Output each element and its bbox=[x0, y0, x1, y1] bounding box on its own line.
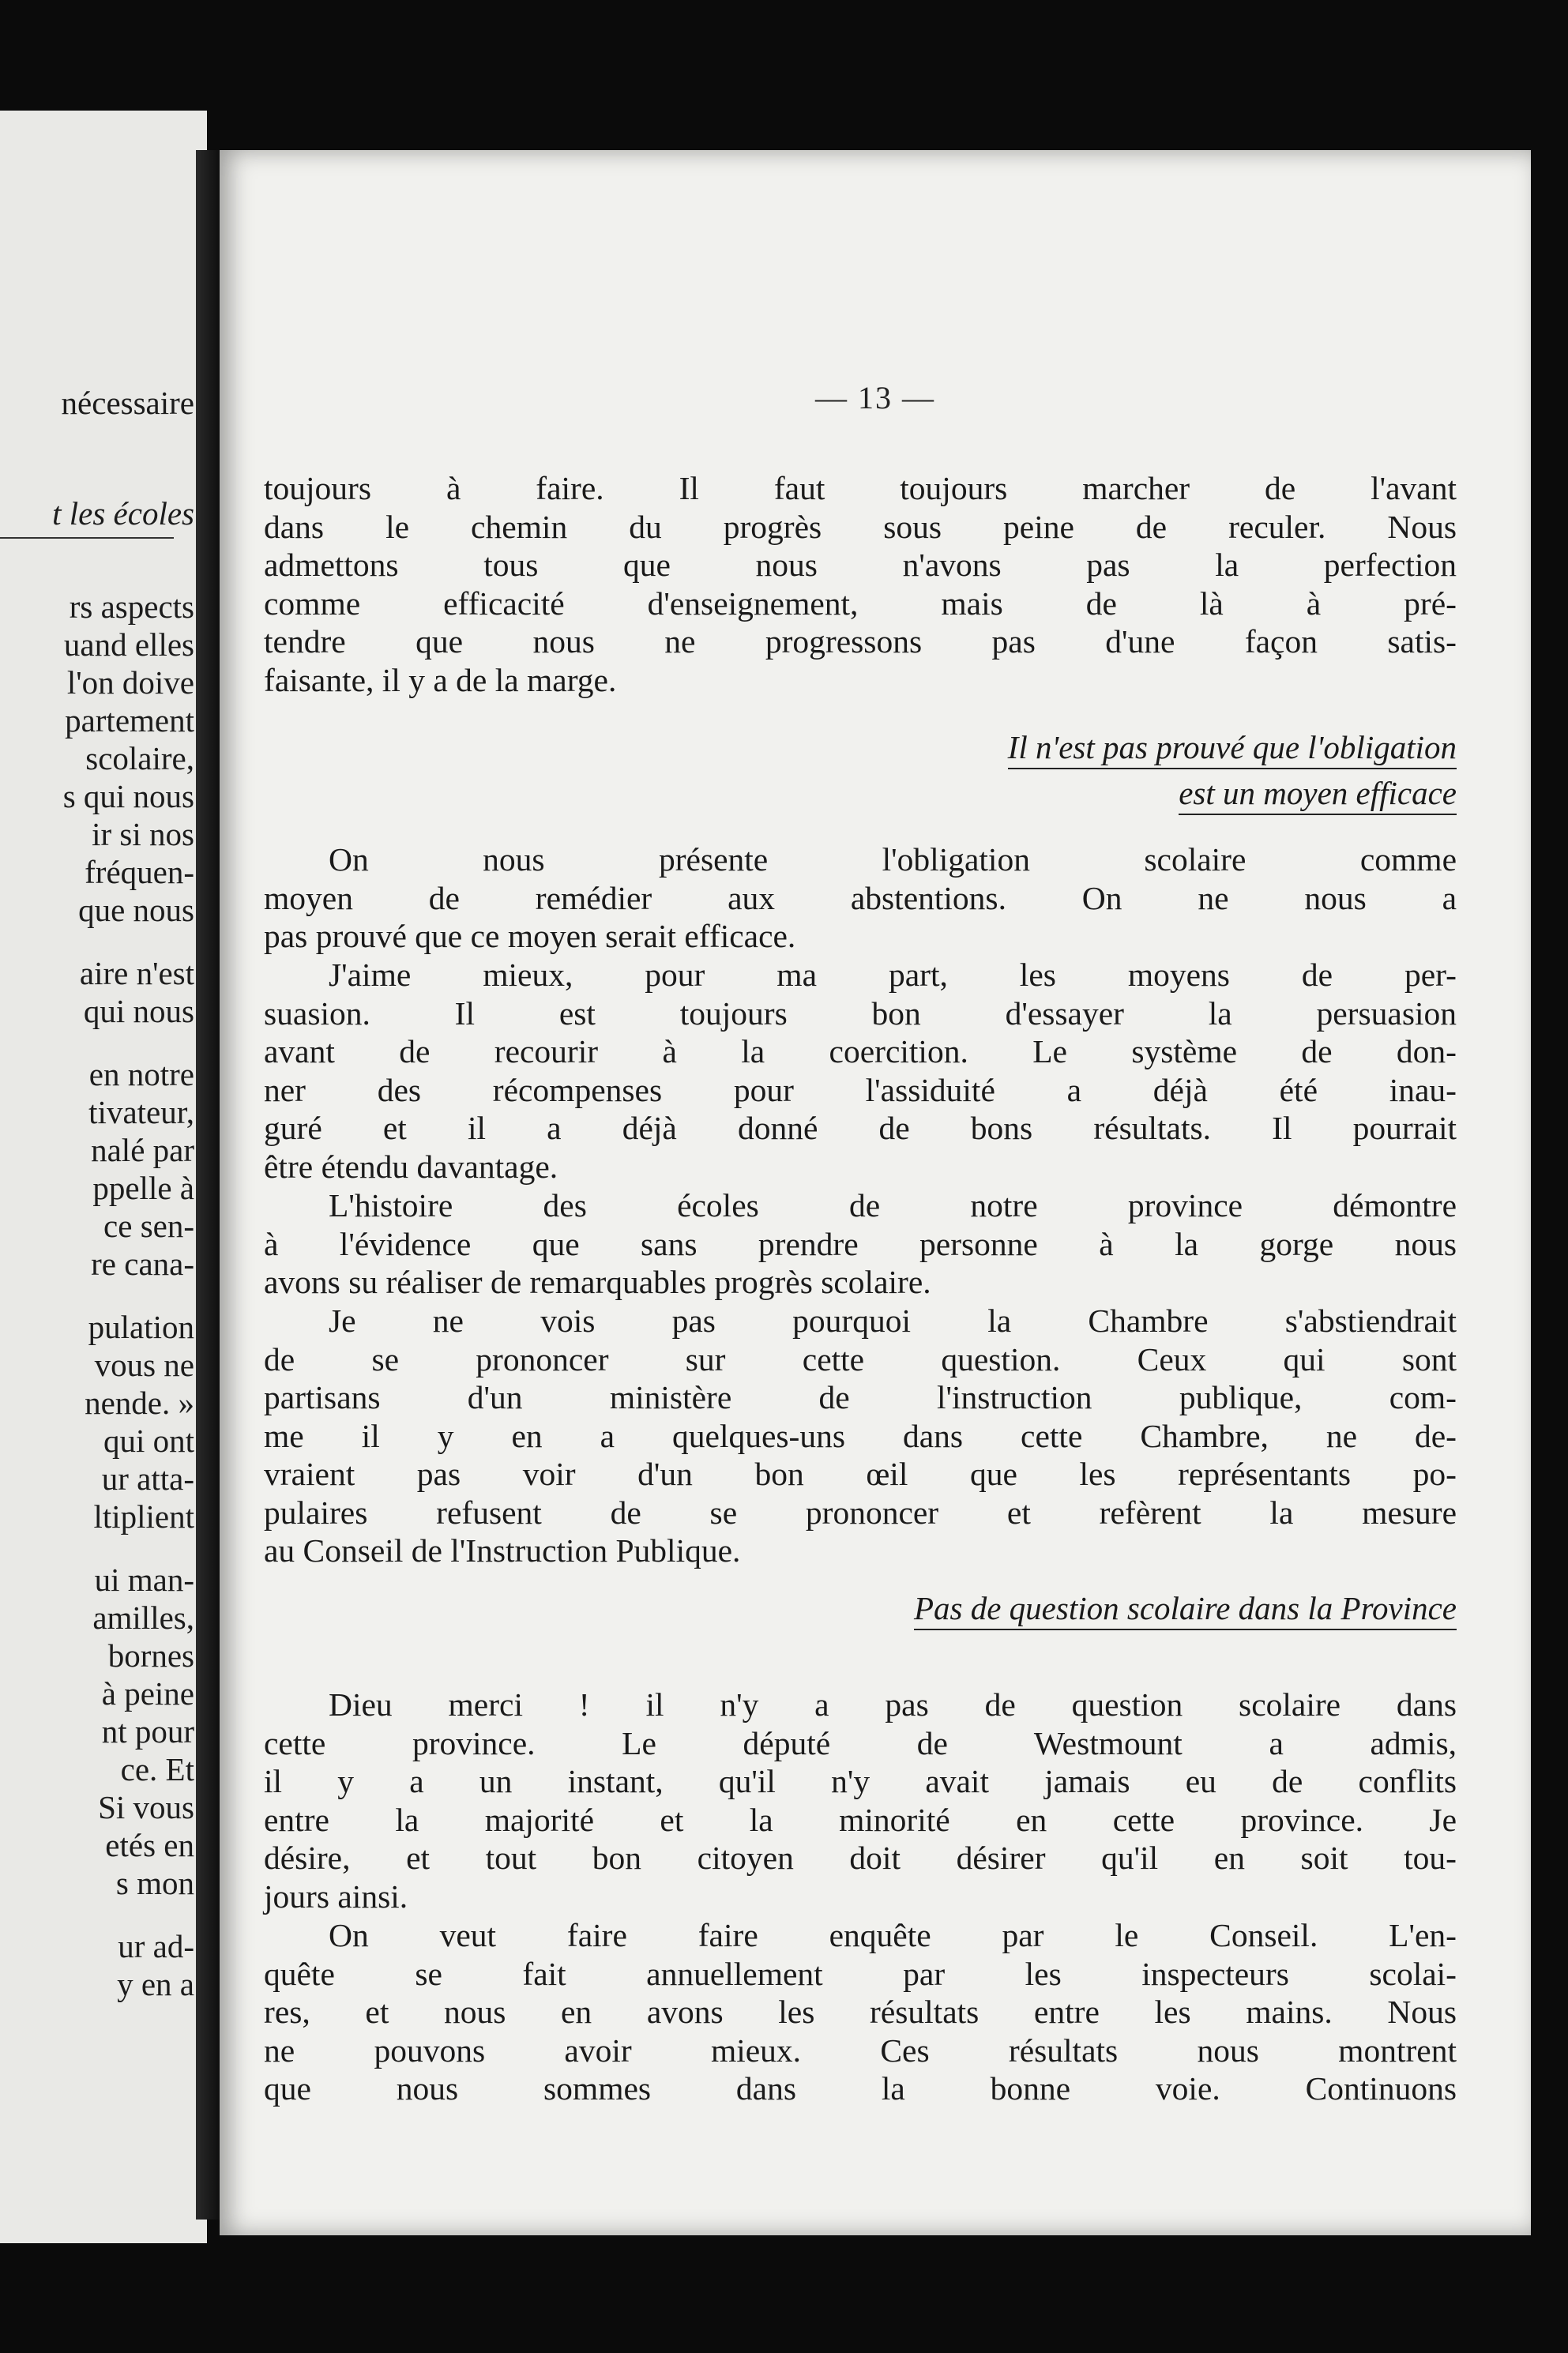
text-line: tendre que nous ne progressons pas d'une façon satis- bbox=[264, 623, 1457, 660]
left-line: amilles, bbox=[92, 1599, 194, 1636]
text-line: faisante, il y a de la marge. bbox=[264, 661, 617, 698]
left-line: nende. » bbox=[85, 1385, 194, 1421]
left-line: qui nous bbox=[83, 993, 194, 1029]
text-line: me il y en a quelques-uns dans cette Chambre, ne de- bbox=[264, 1417, 1457, 1454]
text-line: désire, et tout bon citoyen doit désirer qu'il en soit tou- bbox=[264, 1840, 1457, 1876]
text-line: cette province. Le député de Westmount a admis, bbox=[264, 1724, 1457, 1761]
text-line: moyen de remédier aux abstentions. On ne nous a bbox=[264, 879, 1457, 916]
left-line: ltiplient bbox=[93, 1498, 194, 1535]
paragraph-5 bbox=[264, 1302, 1457, 1570]
paragraph-4 bbox=[264, 1186, 1457, 1302]
text-line: entre la majorité et la minorité en cette province. Je bbox=[264, 1801, 1457, 1838]
left-line: nt pour bbox=[101, 1713, 194, 1750]
book-page bbox=[220, 150, 1531, 2235]
left-line: que nous bbox=[78, 892, 194, 928]
previous-page-fragment bbox=[0, 111, 207, 2243]
paragraph-1 bbox=[264, 469, 1457, 699]
left-heading: t les écoles bbox=[52, 495, 194, 532]
text-line: admettons tous que nous n'avons pas la perfection bbox=[264, 547, 1457, 583]
text-line: On veut faire faire enquête par le Conseil. L'en- bbox=[329, 1917, 1457, 1953]
text-line: jours ainsi. bbox=[264, 1878, 408, 1915]
section-heading-line: Il n'est pas prouvé que l'obligation bbox=[1008, 728, 1457, 769]
left-line: ui man- bbox=[94, 1562, 194, 1598]
text-line: On nous présente l'obligation scolaire comme bbox=[329, 841, 1457, 878]
section-heading-2 bbox=[914, 1589, 1457, 1630]
left-line: l'on doive bbox=[66, 664, 194, 701]
text-line: avant de recourir à la coercition. Le système de don- bbox=[264, 1033, 1457, 1069]
text-line: que nous sommes dans la bonne voie. Continuons bbox=[264, 2070, 1457, 2107]
text-line: suasion. Il est toujours bon d'essayer la persuasion bbox=[264, 994, 1457, 1032]
text-line: au Conseil de l'Instruction Publique. bbox=[264, 1532, 741, 1569]
left-line: etés en bbox=[105, 1827, 194, 1863]
text-line: vraient pas voir d'un bon œil que les représentants po- bbox=[264, 1456, 1457, 1492]
page-number: — 13 — bbox=[815, 380, 935, 415]
left-line: ce sen- bbox=[103, 1208, 194, 1244]
left-line: rs aspects bbox=[69, 588, 194, 625]
left-line: bornes bbox=[107, 1637, 194, 1674]
text-line: avons su réaliser de remarquables progrès scolaire. bbox=[264, 1264, 931, 1300]
text-line: quête se fait annuellement par les inspecteurs scolai- bbox=[264, 1955, 1457, 1992]
text-line: ne pouvons avoir mieux. Ces résultats nous montrent bbox=[264, 2032, 1457, 2069]
paragraph-7 bbox=[264, 1916, 1457, 2108]
left-line: ce. Et bbox=[120, 1751, 194, 1787]
text-line: de se prononcer sur cette question. Ceux qui sont bbox=[264, 1340, 1457, 1378]
paragraph-2 bbox=[264, 840, 1457, 956]
left-line: fréquen- bbox=[85, 854, 194, 890]
section-heading-line: Pas de question scolaire dans la Province bbox=[914, 1589, 1457, 1630]
paragraph-6 bbox=[264, 1686, 1457, 1915]
left-line: tivateur, bbox=[88, 1094, 194, 1130]
text-line: J'aime mieux, pour ma part, les moyens de per- bbox=[329, 957, 1457, 993]
left-line: ur atta- bbox=[101, 1460, 194, 1497]
left-line: pulation bbox=[88, 1309, 194, 1345]
left-line: ir si nos bbox=[92, 816, 194, 852]
left-line: nécessaire bbox=[61, 385, 194, 421]
text-line: à l'évidence que sans prendre personne à la gorge nous bbox=[264, 1225, 1457, 1262]
left-heading-rule bbox=[0, 537, 174, 539]
text-line: être étendu davantage. bbox=[264, 1148, 558, 1185]
text-line: Je ne vois pas pourquoi la Chambre s'abstiendrait bbox=[329, 1302, 1457, 1339]
paragraph-3 bbox=[264, 956, 1457, 1186]
left-line: uand elles bbox=[63, 626, 194, 663]
left-line: qui ont bbox=[103, 1423, 194, 1459]
left-line: s qui nous bbox=[62, 778, 194, 814]
text-line: pas prouvé que ce moyen serait efficace. bbox=[264, 918, 796, 954]
text-line: res, et nous en avons les résultats entre les mains. Nous bbox=[264, 1994, 1457, 2030]
left-line: Si vous bbox=[98, 1789, 194, 1825]
left-line: ur ad- bbox=[118, 1928, 194, 1964]
text-line: Dieu merci ! il n'y a pas de question scolaire dans bbox=[329, 1686, 1457, 1723]
text-line: toujours à faire. Il faut toujours marcher de l'avant bbox=[264, 470, 1457, 506]
text-line: L'histoire des écoles de notre province démontre bbox=[329, 1187, 1457, 1223]
left-line: ppelle à bbox=[92, 1170, 194, 1206]
left-line: vous ne bbox=[94, 1347, 194, 1383]
left-line: scolaire, bbox=[85, 740, 194, 776]
left-line: re cana- bbox=[91, 1246, 194, 1282]
text-line: guré et il a déjà donné de bons résultats. Il pourrait bbox=[264, 1110, 1457, 1146]
text-line: comme efficacité d'enseignement, mais de là à pré- bbox=[264, 584, 1457, 622]
left-line: aire n'est bbox=[79, 955, 194, 991]
section-heading-1-cont bbox=[1179, 774, 1457, 815]
left-line: y en a bbox=[117, 1966, 194, 2002]
section-heading-line: est un moyen efficace bbox=[1179, 774, 1457, 815]
text-line: il y a un instant, qu'il n'y avait jamais eu de conflits bbox=[264, 1763, 1457, 1799]
left-line: nalé par bbox=[91, 1132, 194, 1168]
text-line: ner des récompenses pour l'assiduité a déjà été inau- bbox=[264, 1071, 1457, 1108]
section-heading-1 bbox=[1008, 728, 1457, 769]
left-line: à peine bbox=[101, 1675, 194, 1712]
left-line: partement bbox=[65, 702, 194, 739]
text-line: partisans d'un ministère de l'instruction publique, com- bbox=[264, 1379, 1457, 1415]
left-line: s mon bbox=[115, 1865, 194, 1901]
text-line: pulaires refusent de se prononcer et refèrent la mesure bbox=[264, 1494, 1457, 1531]
left-line: en notre bbox=[88, 1056, 194, 1092]
text-line: dans le chemin du progrès sous peine de reculer. Nous bbox=[264, 508, 1457, 545]
